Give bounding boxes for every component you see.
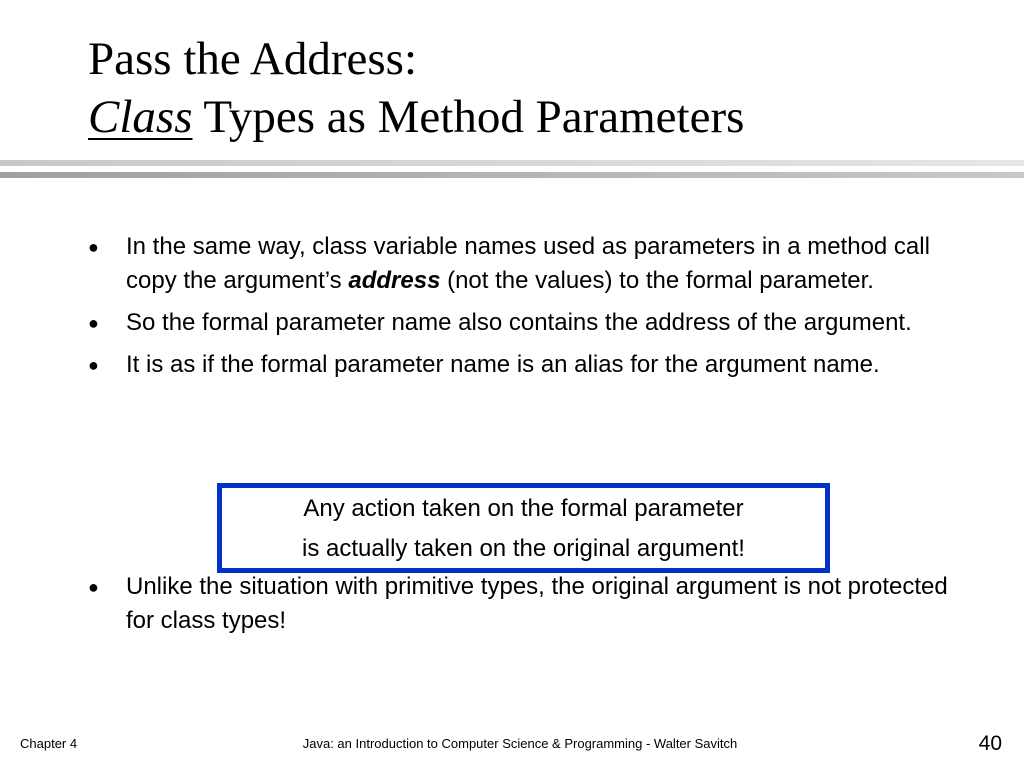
bullet-icon: ● [88,355,99,375]
callout-box [217,483,830,573]
title-divider-upper [0,160,1024,166]
bullet-item [88,230,948,298]
title-emphasis: Class [88,91,193,143]
bullet-item [88,306,948,340]
title-divider-lower [0,172,1024,178]
callout-line-1: Any action taken on the formal parameter [303,495,744,522]
bullet-list-continued [88,570,948,646]
title-line-2 [88,88,744,146]
keyword-address: address [348,267,441,294]
bullet-text-part: In the same way, class variable names used as parameters in a method call copy the argument’s [126,233,930,294]
bullet-text: It is as if the formal parameter name is an alias for the argument name. [126,351,880,378]
bullet-item [88,348,948,382]
bullet-text: So the formal parameter name also contains the address of the argument. [126,309,912,336]
page-number: 40 [978,732,1002,755]
bullet-list [88,230,948,390]
bullet-text-part: (not the values) to the formal parameter. [440,267,874,294]
bullet-item [88,570,948,638]
bullet-text: Unlike the situation with primitive types, the original argument is not protected for class types! [126,573,948,634]
bullet-icon: ● [88,313,99,333]
slide-title [88,30,744,146]
bullet-icon: ● [88,237,99,257]
bullet-icon: ● [88,577,99,597]
footer-chapter: Chapter 4 [20,736,78,751]
callout-line-2: is actually taken on the original argument! [302,535,745,562]
footer-book-title: Java: an Introduction to Computer Science & Programming - Walter Savitch [302,736,738,751]
title-line-1: Pass the Address: [88,33,417,85]
title-line-2-rest: Types as Method Parameters [192,91,745,143]
bullet-text [126,233,930,294]
